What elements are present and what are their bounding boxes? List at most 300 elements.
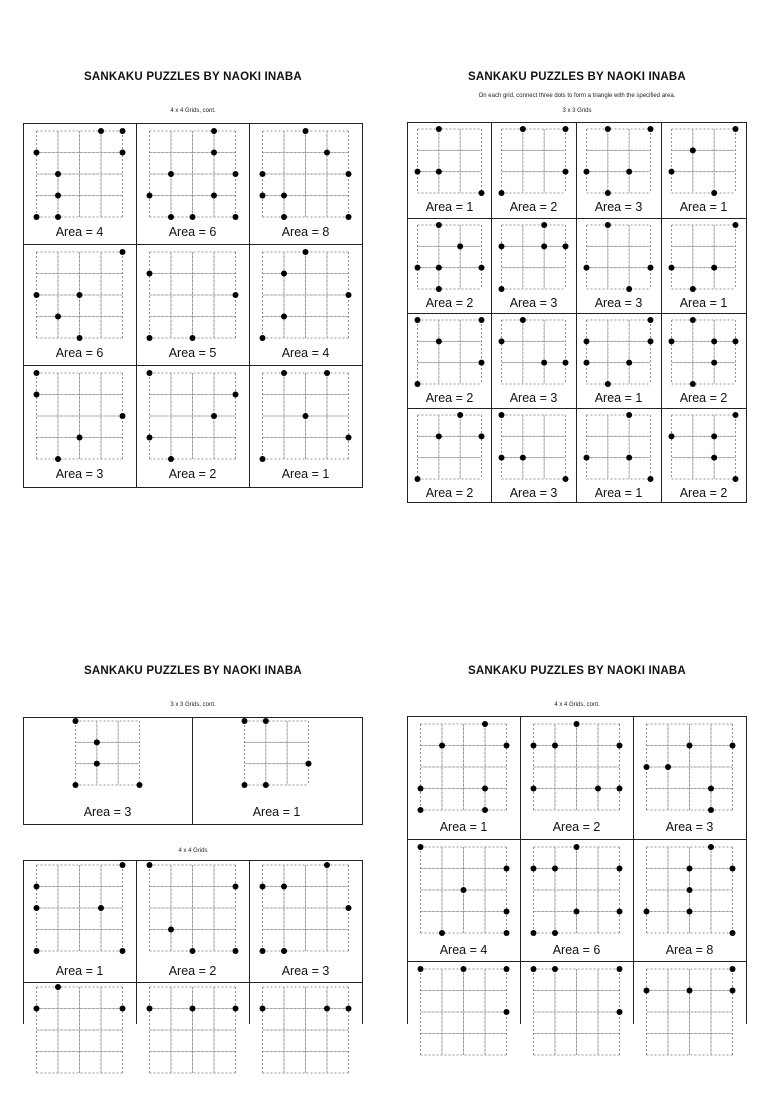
grid-dot[interactable]	[499, 243, 505, 249]
grid-dot[interactable]	[211, 128, 217, 134]
grid-dot[interactable]	[55, 456, 61, 462]
puzzle-cell	[407, 408, 492, 503]
grid-dot[interactable]	[733, 126, 739, 132]
grid-dot[interactable]	[457, 243, 463, 249]
grid-dot[interactable]	[303, 413, 309, 419]
area-label: Area = 3	[594, 200, 643, 214]
puzzle-cell	[491, 122, 576, 217]
puzzle-cell	[661, 408, 746, 503]
grid-dot[interactable]	[415, 317, 421, 323]
grid-dot[interactable]	[34, 214, 40, 220]
grid-dot[interactable]	[626, 412, 632, 418]
dot-grid	[249, 982, 362, 1104]
puzzle-cell	[23, 365, 136, 486]
grid-dot[interactable]	[690, 147, 696, 153]
grid-dot[interactable]	[644, 909, 650, 915]
grid-dot[interactable]	[552, 930, 558, 936]
grid-dot[interactable]	[574, 844, 580, 850]
puzzle-cell	[407, 218, 492, 313]
area-label: Area = 2	[168, 964, 217, 978]
puzzle-cell	[23, 244, 136, 365]
area-label: Area = 4	[55, 225, 104, 239]
area-label: Area = 2	[425, 391, 474, 405]
grid-dot[interactable]	[563, 476, 569, 482]
area-label: Area = 1	[55, 964, 104, 978]
grid-dot[interactable]	[541, 243, 547, 249]
puzzle-cell	[136, 123, 249, 244]
grid-dot[interactable]	[626, 360, 632, 366]
dot-grid	[520, 961, 633, 1084]
panel-bl-title: SANKAKU PUZZLES BY NAOKI INABA	[84, 665, 302, 677]
grid-dot[interactable]	[552, 743, 558, 749]
grid-dot[interactable]	[55, 171, 61, 177]
grid-dot[interactable]	[168, 171, 174, 177]
grid-dot[interactable]	[584, 455, 590, 461]
grid-dot[interactable]	[541, 222, 547, 228]
grid-dot[interactable]	[552, 966, 558, 972]
grid-dot[interactable]	[346, 292, 352, 298]
area-label: Area = 3	[55, 467, 104, 481]
grid-dot[interactable]	[418, 807, 424, 813]
grid-dot[interactable]	[730, 930, 736, 936]
panel-tl-title: SANKAKU PUZZLES BY NAOKI INABA	[84, 71, 302, 83]
grid-dot[interactable]	[137, 782, 143, 788]
grid-dot[interactable]	[233, 214, 239, 220]
grid-dot[interactable]	[281, 271, 287, 277]
puzzle-cell	[249, 365, 362, 486]
grid-dot[interactable]	[436, 286, 442, 292]
grid-dot[interactable]	[617, 966, 623, 972]
area-label: Area = 2	[679, 486, 728, 500]
grid-dot[interactable]	[626, 455, 632, 461]
divider	[746, 716, 747, 1024]
puzzle-cell	[633, 716, 746, 839]
grid-dot[interactable]	[55, 314, 61, 320]
grid-dot[interactable]	[482, 786, 488, 792]
area-label: Area = 1	[594, 391, 643, 405]
grid-dot[interactable]	[669, 433, 675, 439]
grid-dot[interactable]	[711, 360, 717, 366]
grid-dot[interactable]	[34, 392, 40, 398]
grid-dot[interactable]	[77, 292, 83, 298]
area-label: Area = 1	[594, 486, 643, 500]
grid-dot[interactable]	[55, 193, 61, 199]
puzzle-cell	[661, 218, 746, 313]
grid-dot[interactable]	[190, 214, 196, 220]
grid-dot[interactable]	[563, 169, 569, 175]
grid-dot[interactable]	[595, 786, 601, 792]
grid-dot[interactable]	[168, 456, 174, 462]
grid-dot[interactable]	[147, 335, 153, 341]
puzzle-cell	[23, 982, 136, 1104]
grid-dot[interactable]	[708, 844, 714, 850]
puzzle-cell	[249, 982, 362, 1104]
grid-dot[interactable]	[552, 866, 558, 872]
grid-dot[interactable]	[346, 905, 352, 911]
grid-dot[interactable]	[211, 193, 217, 199]
grid-dot[interactable]	[665, 764, 671, 770]
grid-dot[interactable]	[303, 249, 309, 255]
area-label: Area = 3	[281, 964, 330, 978]
grid-dot[interactable]	[482, 807, 488, 813]
area-label: Area = 2	[552, 820, 601, 834]
grid-dot[interactable]	[242, 718, 248, 724]
panel-bl-subtitle2: 4 x 4 Grids	[178, 848, 208, 854]
grid-dot[interactable]	[436, 265, 442, 271]
puzzle-cell	[407, 313, 492, 408]
grid-dot[interactable]	[439, 930, 445, 936]
grid-dot[interactable]	[479, 190, 485, 196]
grid-dot[interactable]	[233, 948, 239, 954]
grid-dot[interactable]	[531, 966, 537, 972]
area-label: Area = 4	[281, 346, 330, 360]
grid-dot[interactable]	[499, 338, 505, 344]
grid-dot[interactable]	[73, 782, 79, 788]
grid-dot[interactable]	[77, 335, 83, 341]
grid-dot[interactable]	[120, 150, 126, 156]
grid-dot[interactable]	[617, 909, 623, 915]
grid-dot[interactable]	[415, 265, 421, 271]
grid-dot[interactable]	[584, 360, 590, 366]
area-label: Area = 1	[281, 467, 330, 481]
grid-dot[interactable]	[531, 786, 537, 792]
grid-dot[interactable]	[436, 169, 442, 175]
grid-dot[interactable]	[574, 721, 580, 727]
grid-dot[interactable]	[260, 1006, 266, 1012]
grid-dot[interactable]	[190, 1006, 196, 1012]
area-label: Area = 5	[168, 346, 217, 360]
grid-dot[interactable]	[687, 743, 693, 749]
grid-dot[interactable]	[479, 317, 485, 323]
grid-dot[interactable]	[94, 739, 100, 745]
grid-dot[interactable]	[626, 286, 632, 292]
grid-dot[interactable]	[34, 1006, 40, 1012]
grid-dot[interactable]	[436, 222, 442, 228]
area-label: Area = 2	[168, 467, 217, 481]
grid-dot[interactable]	[94, 761, 100, 767]
grid-dot[interactable]	[520, 126, 526, 132]
puzzle-cell	[520, 839, 633, 962]
grid-dot[interactable]	[617, 866, 623, 872]
puzzle-cell	[23, 123, 136, 244]
grid-dot[interactable]	[584, 169, 590, 175]
area-label: Area = 6	[168, 225, 217, 239]
grid-dot[interactable]	[324, 370, 330, 376]
grid-dot[interactable]	[147, 193, 153, 199]
puzzle-cell	[192, 717, 361, 825]
grid-dot[interactable]	[263, 782, 269, 788]
grid-dot[interactable]	[531, 930, 537, 936]
grid-dot[interactable]	[461, 887, 467, 893]
grid-dot[interactable]	[147, 271, 153, 277]
puzzle-cell	[520, 716, 633, 839]
grid-dot[interactable]	[55, 214, 61, 220]
grid-dot[interactable]	[730, 988, 736, 994]
puzzle-cell	[249, 123, 362, 244]
grid-dot[interactable]	[281, 884, 287, 890]
grid-dot[interactable]	[531, 743, 537, 749]
grid-dot[interactable]	[98, 128, 104, 134]
grid-dot[interactable]	[617, 1009, 623, 1015]
grid-dot[interactable]	[415, 381, 421, 387]
grid-dot[interactable]	[644, 988, 650, 994]
grid-dot[interactable]	[605, 222, 611, 228]
area-label: Area = 3	[509, 391, 558, 405]
grid-dot[interactable]	[147, 1006, 153, 1012]
grid-dot[interactable]	[648, 265, 654, 271]
grid-dot[interactable]	[563, 243, 569, 249]
panel-br-subtitle: 4 x 4 Grids, cont.	[554, 702, 600, 708]
grid-dot[interactable]	[211, 150, 217, 156]
grid-dot[interactable]	[648, 338, 654, 344]
grid-dot[interactable]	[461, 966, 467, 972]
divider	[362, 860, 363, 1024]
area-label: Area = 3	[83, 805, 132, 819]
grid-dot[interactable]	[34, 150, 40, 156]
grid-dot[interactable]	[415, 169, 421, 175]
grid-dot[interactable]	[346, 435, 352, 441]
area-label: Area = 8	[281, 225, 330, 239]
puzzle-cell	[576, 313, 661, 408]
grid-dot[interactable]	[34, 370, 40, 376]
grid-dot[interactable]	[730, 966, 736, 972]
puzzle-cell	[407, 961, 520, 1084]
grid-dot[interactable]	[211, 413, 217, 419]
puzzle-cell	[633, 839, 746, 962]
panel-br-title: SANKAKU PUZZLES BY NAOKI INABA	[468, 665, 686, 677]
grid-dot[interactable]	[730, 866, 736, 872]
grid-dot[interactable]	[120, 862, 126, 868]
grid-dot[interactable]	[690, 286, 696, 292]
grid-dot[interactable]	[499, 455, 505, 461]
panel-bl-subtitle: 3 x 3 Grids, cont.	[170, 702, 216, 708]
grid-dot[interactable]	[520, 317, 526, 323]
grid-dot[interactable]	[708, 786, 714, 792]
grid-dot[interactable]	[34, 905, 40, 911]
grid-dot[interactable]	[147, 862, 153, 868]
area-label: Area = 1	[439, 820, 488, 834]
grid-dot[interactable]	[263, 718, 269, 724]
grid-dot[interactable]	[574, 909, 580, 915]
grid-dot[interactable]	[504, 1009, 510, 1015]
grid-dot[interactable]	[120, 413, 126, 419]
grid-dot[interactable]	[499, 286, 505, 292]
grid-dot[interactable]	[479, 433, 485, 439]
grid-dot[interactable]	[711, 265, 717, 271]
puzzle-cell	[23, 717, 192, 825]
grid-dot[interactable]	[168, 927, 174, 933]
puzzle-cell	[633, 961, 746, 1084]
grid-dot[interactable]	[260, 884, 266, 890]
panel-tr-subtitle: 3 x 3 Grids	[562, 108, 592, 114]
grid-dot[interactable]	[324, 862, 330, 868]
grid-dot[interactable]	[190, 948, 196, 954]
grid-dot[interactable]	[711, 455, 717, 461]
grid-dot[interactable]	[690, 317, 696, 323]
area-label: Area = 8	[665, 943, 714, 957]
grid-dot[interactable]	[415, 476, 421, 482]
grid-dot[interactable]	[55, 984, 61, 990]
grid-dot[interactable]	[626, 169, 632, 175]
grid-dot[interactable]	[73, 718, 79, 724]
grid-dot[interactable]	[482, 721, 488, 727]
grid-dot[interactable]	[436, 338, 442, 344]
area-label: Area = 6	[55, 346, 104, 360]
panel-tr-instructions: On each grid, connect three dots to form a triangle with the specified area.	[478, 93, 676, 99]
grid-dot[interactable]	[617, 743, 623, 749]
grid-dot[interactable]	[669, 169, 675, 175]
puzzle-cell	[491, 218, 576, 313]
grid-dot[interactable]	[733, 338, 739, 344]
grid-dot[interactable]	[436, 126, 442, 132]
grid-dot[interactable]	[541, 360, 547, 366]
grid-dot[interactable]	[648, 126, 654, 132]
grid-dot[interactable]	[669, 265, 675, 271]
puzzle-cell	[576, 408, 661, 503]
grid-dot[interactable]	[479, 265, 485, 271]
grid-dot[interactable]	[730, 743, 736, 749]
grid-dot[interactable]	[687, 988, 693, 994]
grid-dot[interactable]	[563, 360, 569, 366]
grid-dot[interactable]	[120, 249, 126, 255]
grid-dot[interactable]	[324, 1006, 330, 1012]
area-label: Area = 3	[594, 296, 643, 310]
puzzle-cell	[407, 716, 520, 839]
grid-dot[interactable]	[281, 370, 287, 376]
grid-dot[interactable]	[648, 476, 654, 482]
grid-dot[interactable]	[605, 126, 611, 132]
grid-dot[interactable]	[733, 222, 739, 228]
grid-dot[interactable]	[260, 456, 266, 462]
grid-dot[interactable]	[281, 948, 287, 954]
grid-dot[interactable]	[418, 844, 424, 850]
grid-dot[interactable]	[457, 412, 463, 418]
grid-dot[interactable]	[733, 476, 739, 482]
area-label: Area = 6	[552, 943, 601, 957]
dot-grid	[407, 961, 520, 1084]
grid-dot[interactable]	[648, 317, 654, 323]
grid-dot[interactable]	[233, 292, 239, 298]
dot-grid	[633, 961, 746, 1084]
grid-dot[interactable]	[687, 909, 693, 915]
grid-dot[interactable]	[504, 866, 510, 872]
grid-dot[interactable]	[436, 433, 442, 439]
grid-dot[interactable]	[233, 884, 239, 890]
grid-dot[interactable]	[520, 455, 526, 461]
grid-dot[interactable]	[120, 128, 126, 134]
grid-dot[interactable]	[34, 292, 40, 298]
grid-dot[interactable]	[690, 381, 696, 387]
grid-dot[interactable]	[34, 884, 40, 890]
grid-dot[interactable]	[120, 948, 126, 954]
puzzle-cell	[136, 244, 249, 365]
grid-dot[interactable]	[306, 761, 312, 767]
area-label: Area = 1	[425, 200, 474, 214]
grid-dot[interactable]	[584, 338, 590, 344]
area-label: Area = 2	[425, 486, 474, 500]
puzzle-cell	[249, 860, 362, 982]
grid-dot[interactable]	[479, 360, 485, 366]
grid-dot[interactable]	[233, 1006, 239, 1012]
grid-dot[interactable]	[687, 887, 693, 893]
grid-dot[interactable]	[260, 335, 266, 341]
grid-dot[interactable]	[439, 743, 445, 749]
puzzle-cell	[491, 408, 576, 503]
grid-dot[interactable]	[418, 786, 424, 792]
grid-dot[interactable]	[242, 782, 248, 788]
grid-dot[interactable]	[34, 948, 40, 954]
area-label: Area = 3	[509, 486, 558, 500]
grid-dot[interactable]	[499, 412, 505, 418]
grid-dot[interactable]	[584, 265, 590, 271]
grid-dot[interactable]	[281, 214, 287, 220]
grid-dot[interactable]	[120, 1006, 126, 1012]
grid-dot[interactable]	[233, 392, 239, 398]
grid-dot[interactable]	[499, 190, 505, 196]
grid-dot[interactable]	[77, 435, 83, 441]
grid-dot[interactable]	[346, 214, 352, 220]
grid-dot[interactable]	[147, 370, 153, 376]
area-label: Area = 4	[439, 943, 488, 957]
grid-dot[interactable]	[687, 866, 693, 872]
grid-dot[interactable]	[418, 966, 424, 972]
puzzle-cell	[576, 122, 661, 217]
grid-dot[interactable]	[346, 171, 352, 177]
grid-dot[interactable]	[504, 930, 510, 936]
grid-dot[interactable]	[531, 866, 537, 872]
grid-dot[interactable]	[233, 171, 239, 177]
grid-dot[interactable]	[708, 807, 714, 813]
grid-dot[interactable]	[504, 743, 510, 749]
puzzle-cell	[136, 365, 249, 486]
area-label: Area = 1	[679, 200, 728, 214]
grid-dot[interactable]	[303, 128, 309, 134]
grid-dot[interactable]	[281, 193, 287, 199]
puzzle-cell	[249, 244, 362, 365]
grid-dot[interactable]	[324, 150, 330, 156]
grid-dot[interactable]	[260, 193, 266, 199]
grid-dot[interactable]	[504, 909, 510, 915]
grid-dot[interactable]	[260, 948, 266, 954]
area-label: Area = 2	[509, 200, 558, 214]
grid-dot[interactable]	[168, 214, 174, 220]
puzzle-cell	[661, 313, 746, 408]
grid-dot[interactable]	[605, 190, 611, 196]
puzzle-cell	[407, 122, 492, 217]
grid-dot[interactable]	[346, 1006, 352, 1012]
puzzle-cell	[136, 860, 249, 982]
grid-dot[interactable]	[644, 764, 650, 770]
grid-dot[interactable]	[98, 905, 104, 911]
grid-dot[interactable]	[617, 786, 623, 792]
grid-dot[interactable]	[669, 338, 675, 344]
grid-dot[interactable]	[147, 435, 153, 441]
grid-dot[interactable]	[260, 171, 266, 177]
grid-dot[interactable]	[190, 335, 196, 341]
puzzle-cell	[576, 218, 661, 313]
grid-dot[interactable]	[281, 314, 287, 320]
grid-dot[interactable]	[563, 126, 569, 132]
grid-dot[interactable]	[605, 381, 611, 387]
grid-dot[interactable]	[504, 966, 510, 972]
panel-tl-subtitle: 4 x 4 Grids, cont.	[170, 108, 216, 114]
grid-dot[interactable]	[733, 412, 739, 418]
grid-dot[interactable]	[711, 433, 717, 439]
area-label: Area = 1	[252, 805, 301, 819]
grid-dot[interactable]	[711, 338, 717, 344]
area-label: Area = 3	[665, 820, 714, 834]
grid-dot[interactable]	[711, 190, 717, 196]
